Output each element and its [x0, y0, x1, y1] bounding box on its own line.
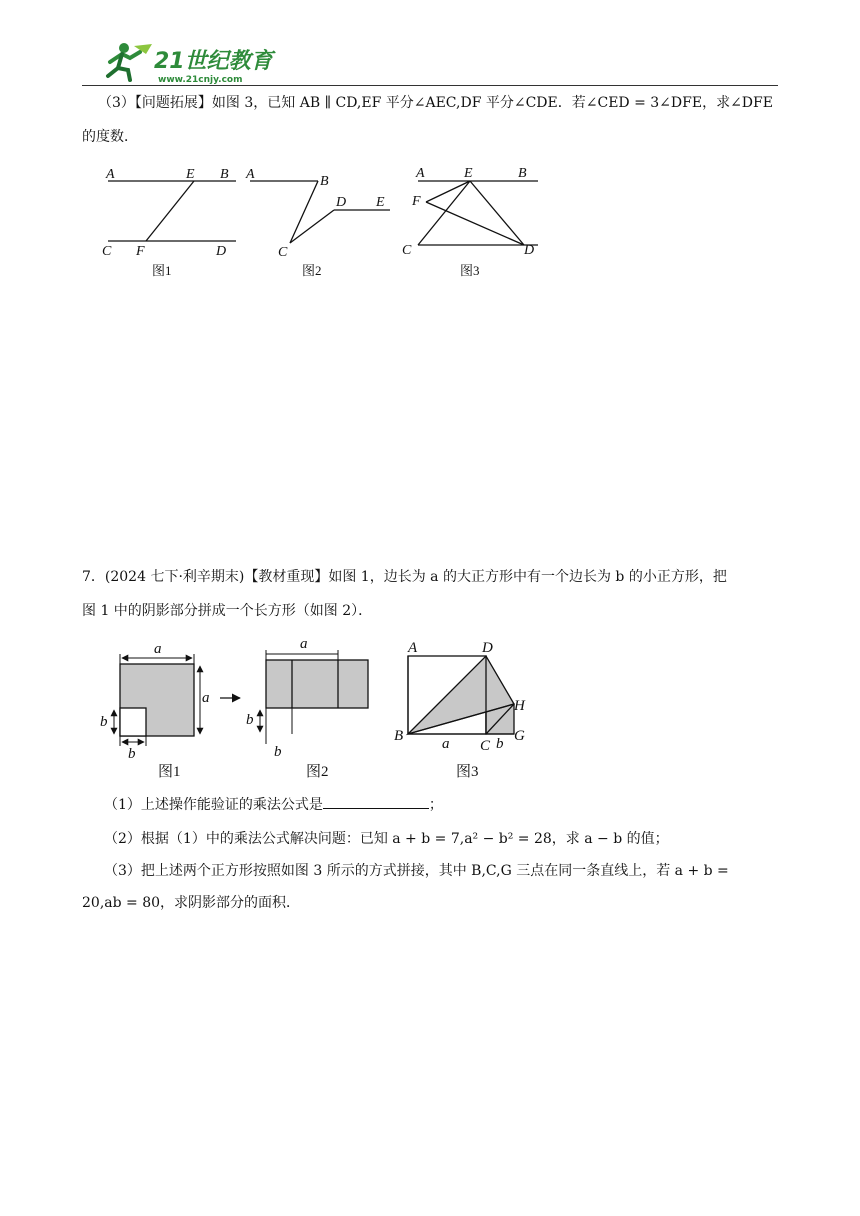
fig3-label-F: F — [412, 194, 421, 209]
header-rule — [82, 85, 778, 86]
runner-logo-icon — [108, 43, 152, 80]
fig2-caption: 图2 — [302, 263, 322, 278]
fig2-label-a: a — [300, 636, 308, 652]
fig1-label-b-left: b — [100, 714, 108, 730]
fig1-label-E: E — [186, 167, 195, 182]
fig3-label-C: C — [480, 738, 491, 754]
q6-part3-line1: （3）【问题拓展】如图 3，已知 AB ∥ CD,EF 平分∠AEC,DF 平分∠CDE．若∠CED = 3∠DFE，求∠DFE — [98, 95, 773, 111]
figure-row-squares — [94, 636, 544, 784]
fig3-label-G: G — [514, 728, 525, 744]
fig3-label-B: B — [518, 166, 527, 181]
fig3-label-D: D — [524, 243, 535, 258]
fig3-label-b: b — [496, 736, 504, 752]
q7-fig2-caption: 图2 — [306, 764, 329, 780]
q7-sub1-text: （1）上述操作能验证的乘法公式是 — [104, 797, 323, 813]
fig3-label-B: B — [394, 728, 404, 744]
fig3-label-H: H — [514, 698, 525, 714]
fig2-label-E: E — [376, 195, 385, 210]
fig2-label-D: D — [336, 195, 347, 210]
fig1-label-a-right: a — [202, 690, 210, 706]
site-logo — [100, 40, 280, 86]
answer-blank[interactable] — [323, 794, 429, 809]
q7-fig1-caption: 图1 — [158, 764, 181, 780]
q7-sub3-line2: 20,ab = 80，求阴影部分的面积． — [82, 895, 301, 911]
fig3-label-A: A — [408, 640, 418, 656]
fig1-label-a-top: a — [154, 641, 162, 657]
q7-figure-3 — [394, 640, 526, 780]
figure-3-bisectors — [402, 166, 538, 278]
logo-text: 21世纪教育 — [154, 49, 273, 74]
q6-part3-line2: 的度数． — [82, 129, 138, 145]
fig3-label-E: E — [464, 166, 473, 181]
fig3-label-a: a — [442, 736, 450, 752]
q7-sub1 — [104, 790, 804, 820]
fig1-label-F: F — [136, 244, 145, 259]
q7-figure-1 — [100, 641, 210, 780]
q7-sub3-line1: （3）把上述两个正方形按照如图 3 所示的方式拼接，其中 B,C,G 三点在同一条直线上，若 a + b = — [104, 863, 729, 879]
q7-fig3-caption: 图3 — [456, 764, 479, 780]
fig2-label-b-left: b — [246, 712, 254, 728]
fig2-label-A: A — [246, 167, 255, 182]
figure-row-parallel-lines — [90, 160, 550, 285]
fig2-label-b-bottom: b — [274, 744, 282, 760]
figure-1-parallel — [102, 167, 236, 278]
fig2-label-C: C — [278, 245, 288, 260]
q7-sub2: （2）根据（1）中的乘法公式解决问题：已知 a + b = 7,a² − b² = 28，求 a − b 的值； — [104, 831, 669, 847]
q7-stem-line2: 图 1 中的阴影部分拼成一个长方形（如图 2）． — [82, 603, 373, 619]
fig3-label-A: A — [416, 166, 425, 181]
q7-stem-line1: 7．(2024 七下·利辛期末)【教材重现】如图 1，边长为 a 的大正方形中有一个边长为 b 的小正方形，把 — [82, 569, 727, 585]
fig1-caption: 图1 — [152, 263, 172, 278]
fig1-label-B: B — [220, 167, 229, 182]
fig3-label-D: D — [482, 640, 493, 656]
fig1-label-b-bottom: b — [128, 746, 136, 762]
fig3-caption: 图3 — [460, 263, 480, 278]
fig2-label-B: B — [320, 174, 329, 189]
fig1-label-D: D — [216, 244, 227, 259]
figure-2-zigzag — [245, 167, 390, 278]
q7-sub1-suffix: ； — [428, 797, 443, 813]
fig1-label-C: C — [102, 244, 112, 259]
q7-figure-2 — [246, 636, 368, 780]
fig1-label-A: A — [106, 167, 115, 182]
logo-url-text: www.21cnjy.com — [158, 75, 243, 85]
fig3-label-C: C — [402, 243, 412, 258]
